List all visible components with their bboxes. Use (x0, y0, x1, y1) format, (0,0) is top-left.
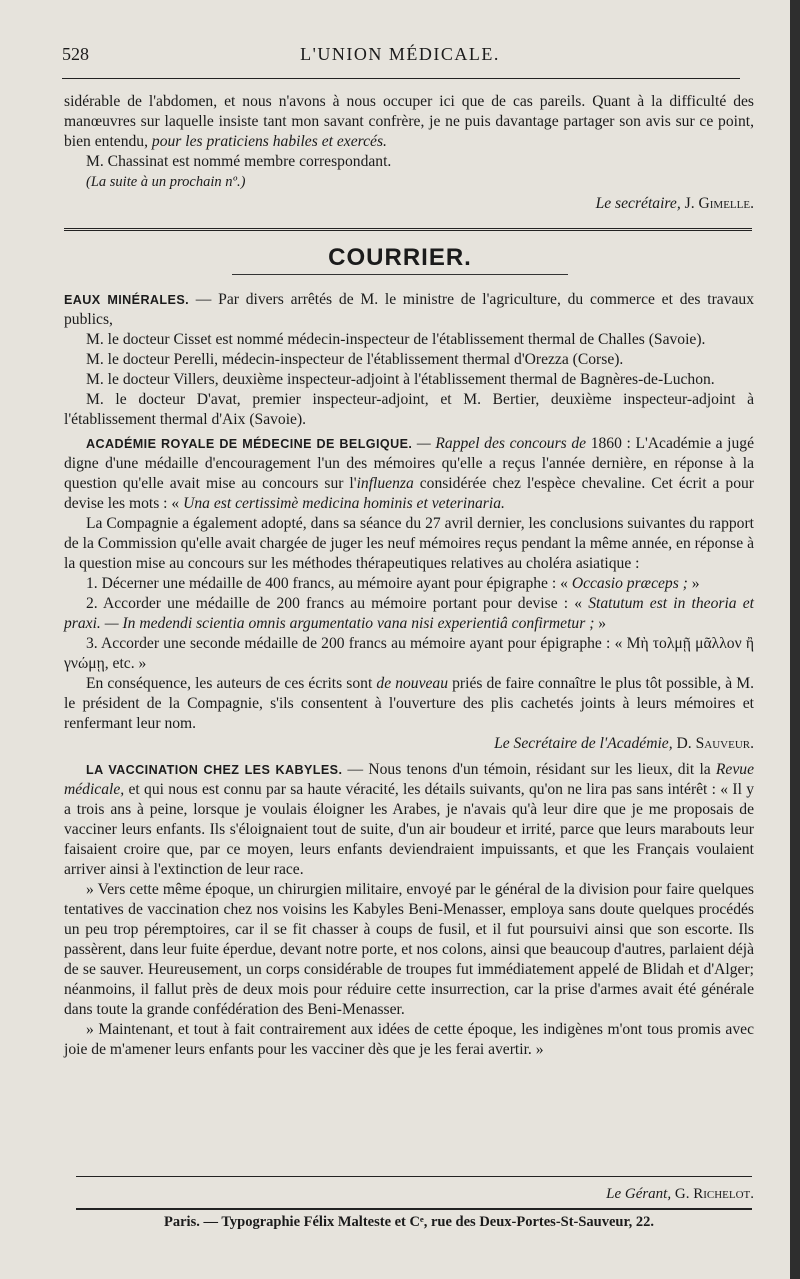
academie-italic: de nouveau (376, 675, 449, 692)
section-title: COURRIER. (328, 244, 472, 271)
vaccination-paragraph: » Vers cette même époque, un chirurgien militaire, envoyé par le général de la division pour faire quelques tentatives de vaccination chez nos voisins les Kabyles Beni-Menasser, employa sans doute quelques procédés un peu trop péremptoires, car il se fit chasser à coups de fusil, et il fut poursuivi ainsi que son escorte. Ils passèrent, dans leur fuite éperdue, devant notre porte, et nos colons, ainsi que beaucoup d'autres, parlaient déjà de se sauver. Heureusement, un corps considérable de troupes fut immédiatement appelé de Blidah et d'Alger; néanmoins, il fallut près de deux mois pour réduire cette insurrection, car la prise d'armes avait été générale dans toute la grande confédération des Beni-Menasser. (64, 881, 754, 1018)
page-edge-shadow (790, 0, 800, 1279)
vaccination-heading: LA VACCINATION CHEZ LES KABYLES. (86, 763, 343, 777)
academie-paragraph (64, 434, 754, 514)
imprint-rule (76, 1208, 752, 1210)
academie-item (64, 594, 754, 634)
page-header (62, 44, 738, 72)
courrier-body (64, 290, 754, 1060)
academie-year: 1860 (586, 435, 622, 452)
gerant-signature (64, 1186, 754, 1203)
academie-italic: influenza (356, 475, 414, 492)
footer-rule (76, 1176, 752, 1177)
continued-paragraph (64, 92, 754, 152)
eaux-line: M. le docteur Villers, deuxième inspecteur-adjoint à l'établissement thermal de Bagnères-de-Luchon. (86, 371, 715, 388)
secretary-signature (64, 194, 754, 214)
gerant-name: G. Richelot. (674, 1186, 754, 1202)
top-section (64, 92, 754, 214)
academie-text: : L'Académie a jugé digne d'une médaille d'encouragement l'un des mémoires qu'elle a reçus l'année dernière, en réponse à la question qu'elle avait mise au concours sur l' (64, 435, 754, 492)
item-text: » (594, 615, 607, 632)
academie-sig-label: Le Secrétaire de l'Académie, (494, 735, 673, 752)
academie-heading: ACADÉMIE ROYALE DE MÉDECINE DE BELGIQUE. (86, 437, 413, 451)
item-italic: Statutum est in theoria et praxi. — In medendi scientia omnis argumentatio vana nisi experientiâ confirmetur ; (64, 595, 754, 632)
academie-signature (64, 734, 754, 754)
item-text: 2. Accorder une médaille de 200 francs au mémoire portant pour devise : « (86, 595, 589, 612)
academie-sig-name: D. Sauveur. (676, 735, 754, 752)
eaux-line: M. le docteur Perelli, médecin-inspecteur de l'établissement thermal d'Orezza (Corse). (86, 351, 624, 368)
vaccination-paragraph: » Maintenant, et tout à fait contrairement aux idées de cette époque, les indigènes m'ont tous promis avec joie de m'amener leurs enfants pour les vacciner dès que je les ferai avertir. » (64, 1021, 754, 1058)
to-be-continued: (La suite à un prochain nº.) (86, 174, 246, 190)
eaux-line: M. le docteur D'avat, premier inspecteur-adjoint, et M. Bertier, deuxième inspecteur-adjoint à l'établissement thermal d'Aix (Savoie). (64, 391, 754, 428)
vaccination-text: — Nous tenons d'un témoin, résidant sur les lieux, dit la (342, 761, 716, 778)
eaux-line: M. le docteur Cisset est nommé médecin-inspecteur de l'établissement thermal de Challes (Savoie). (86, 331, 706, 348)
section-rule (64, 228, 752, 231)
eaux-heading: EAUX MINÉRALES. (64, 293, 190, 307)
journal-title: L'UNION MÉDICALE. (300, 44, 500, 64)
academie-motto: Una est certissimè medicina hominis et veterinaria. (183, 495, 505, 512)
academie-paragraph (64, 674, 754, 734)
eaux-intro-text: — Par divers arrêtés de M. le ministre de l'agriculture, du commerce et des travaux publics, (64, 291, 755, 328)
secretary-label: Le secrétaire, (595, 195, 681, 212)
gerant-label: Le Gérant, (606, 1186, 672, 1202)
page-number: 528 (62, 44, 89, 64)
academie-text: priés de faire connaître le plus tôt possible, à M. le président de la Compagnie, s'ils consentent à l'ouverture des plis cachetés joints à leurs mémoires et renfermant leur nom. (64, 675, 754, 732)
item-text: » (687, 575, 700, 592)
academie-rappel: — Rappel des concours de (412, 435, 587, 452)
academie-item: 3. Accorder une seconde médaille de 200 francs au mémoire ayant pour épigraphe : « Μὴ τολμῇ μᾶλλον ἢ γνώμῃ, etc. » (64, 635, 754, 672)
item-text: 1. Décerner une médaille de 400 francs, au mémoire ayant pour épigraphe : « (86, 575, 572, 592)
imprint: Paris. — Typographie Félix Malteste et Cᵉ, rue des Deux-Portes-St-Sauveur, 22. (164, 1214, 654, 1230)
vaccination-paragraph (64, 760, 754, 880)
chassinat-line: M. Chassinat est nommé membre correspondant. (86, 153, 392, 170)
eaux-intro (64, 290, 754, 330)
continued-text: sidérable de l'abdomen, et nous n'avons à nous occuper ici que de cas pareils. Quant à la difficulté des manœuvres sur laquelle insiste tant mon savant confrère, je ne puis davantage partager son avis sur ce point, bien entendu, (64, 93, 754, 150)
title-underline (232, 274, 568, 275)
academie-paragraph: La Compagnie a également adopté, dans sa séance du 27 avril dernier, les conclusions suivantes du rapport de la Commission qu'elle avait chargée de juger les neuf mémoires reçus pendant la même année, en réponse à la question mise au concours sur les méthodes thérapeutiques relatives au choléra asiatique : (64, 515, 754, 572)
item-italic: Occasio præceps ; (571, 575, 688, 592)
vaccination-text: et qui nous est connu par sa haute véracité, les détails suivants, qu'on ne lira pas sans intérêt : « Il y a trois ans à peine, lorsque je voulais éloigner les Arabes, je n'avais qu'à leur dire que je me proposais de vacciner leurs enfants. Ils s'éloignaient tout de suite, d'un air boudeur et irrité, parce que leurs marabouts leur faisaient croire que, par ce moyen, leurs enfants deviendraient impuissants, et que les Français voulaient arriver ainsi à l'extinction de leur race. (64, 781, 754, 878)
continued-italic: pour les praticiens habiles et exercés. (151, 133, 387, 150)
academie-text: considérée chez l'espèce chevaline. Cet écrit a pour devise les mots : « (64, 475, 754, 512)
vaccination-italic: Revue médicale, (64, 761, 754, 798)
academie-text: En conséquence, les auteurs de ces écrits sont (86, 675, 377, 692)
header-rule (62, 78, 740, 79)
secretary-name: J. Gimelle. (684, 195, 754, 212)
academie-item (64, 574, 754, 594)
